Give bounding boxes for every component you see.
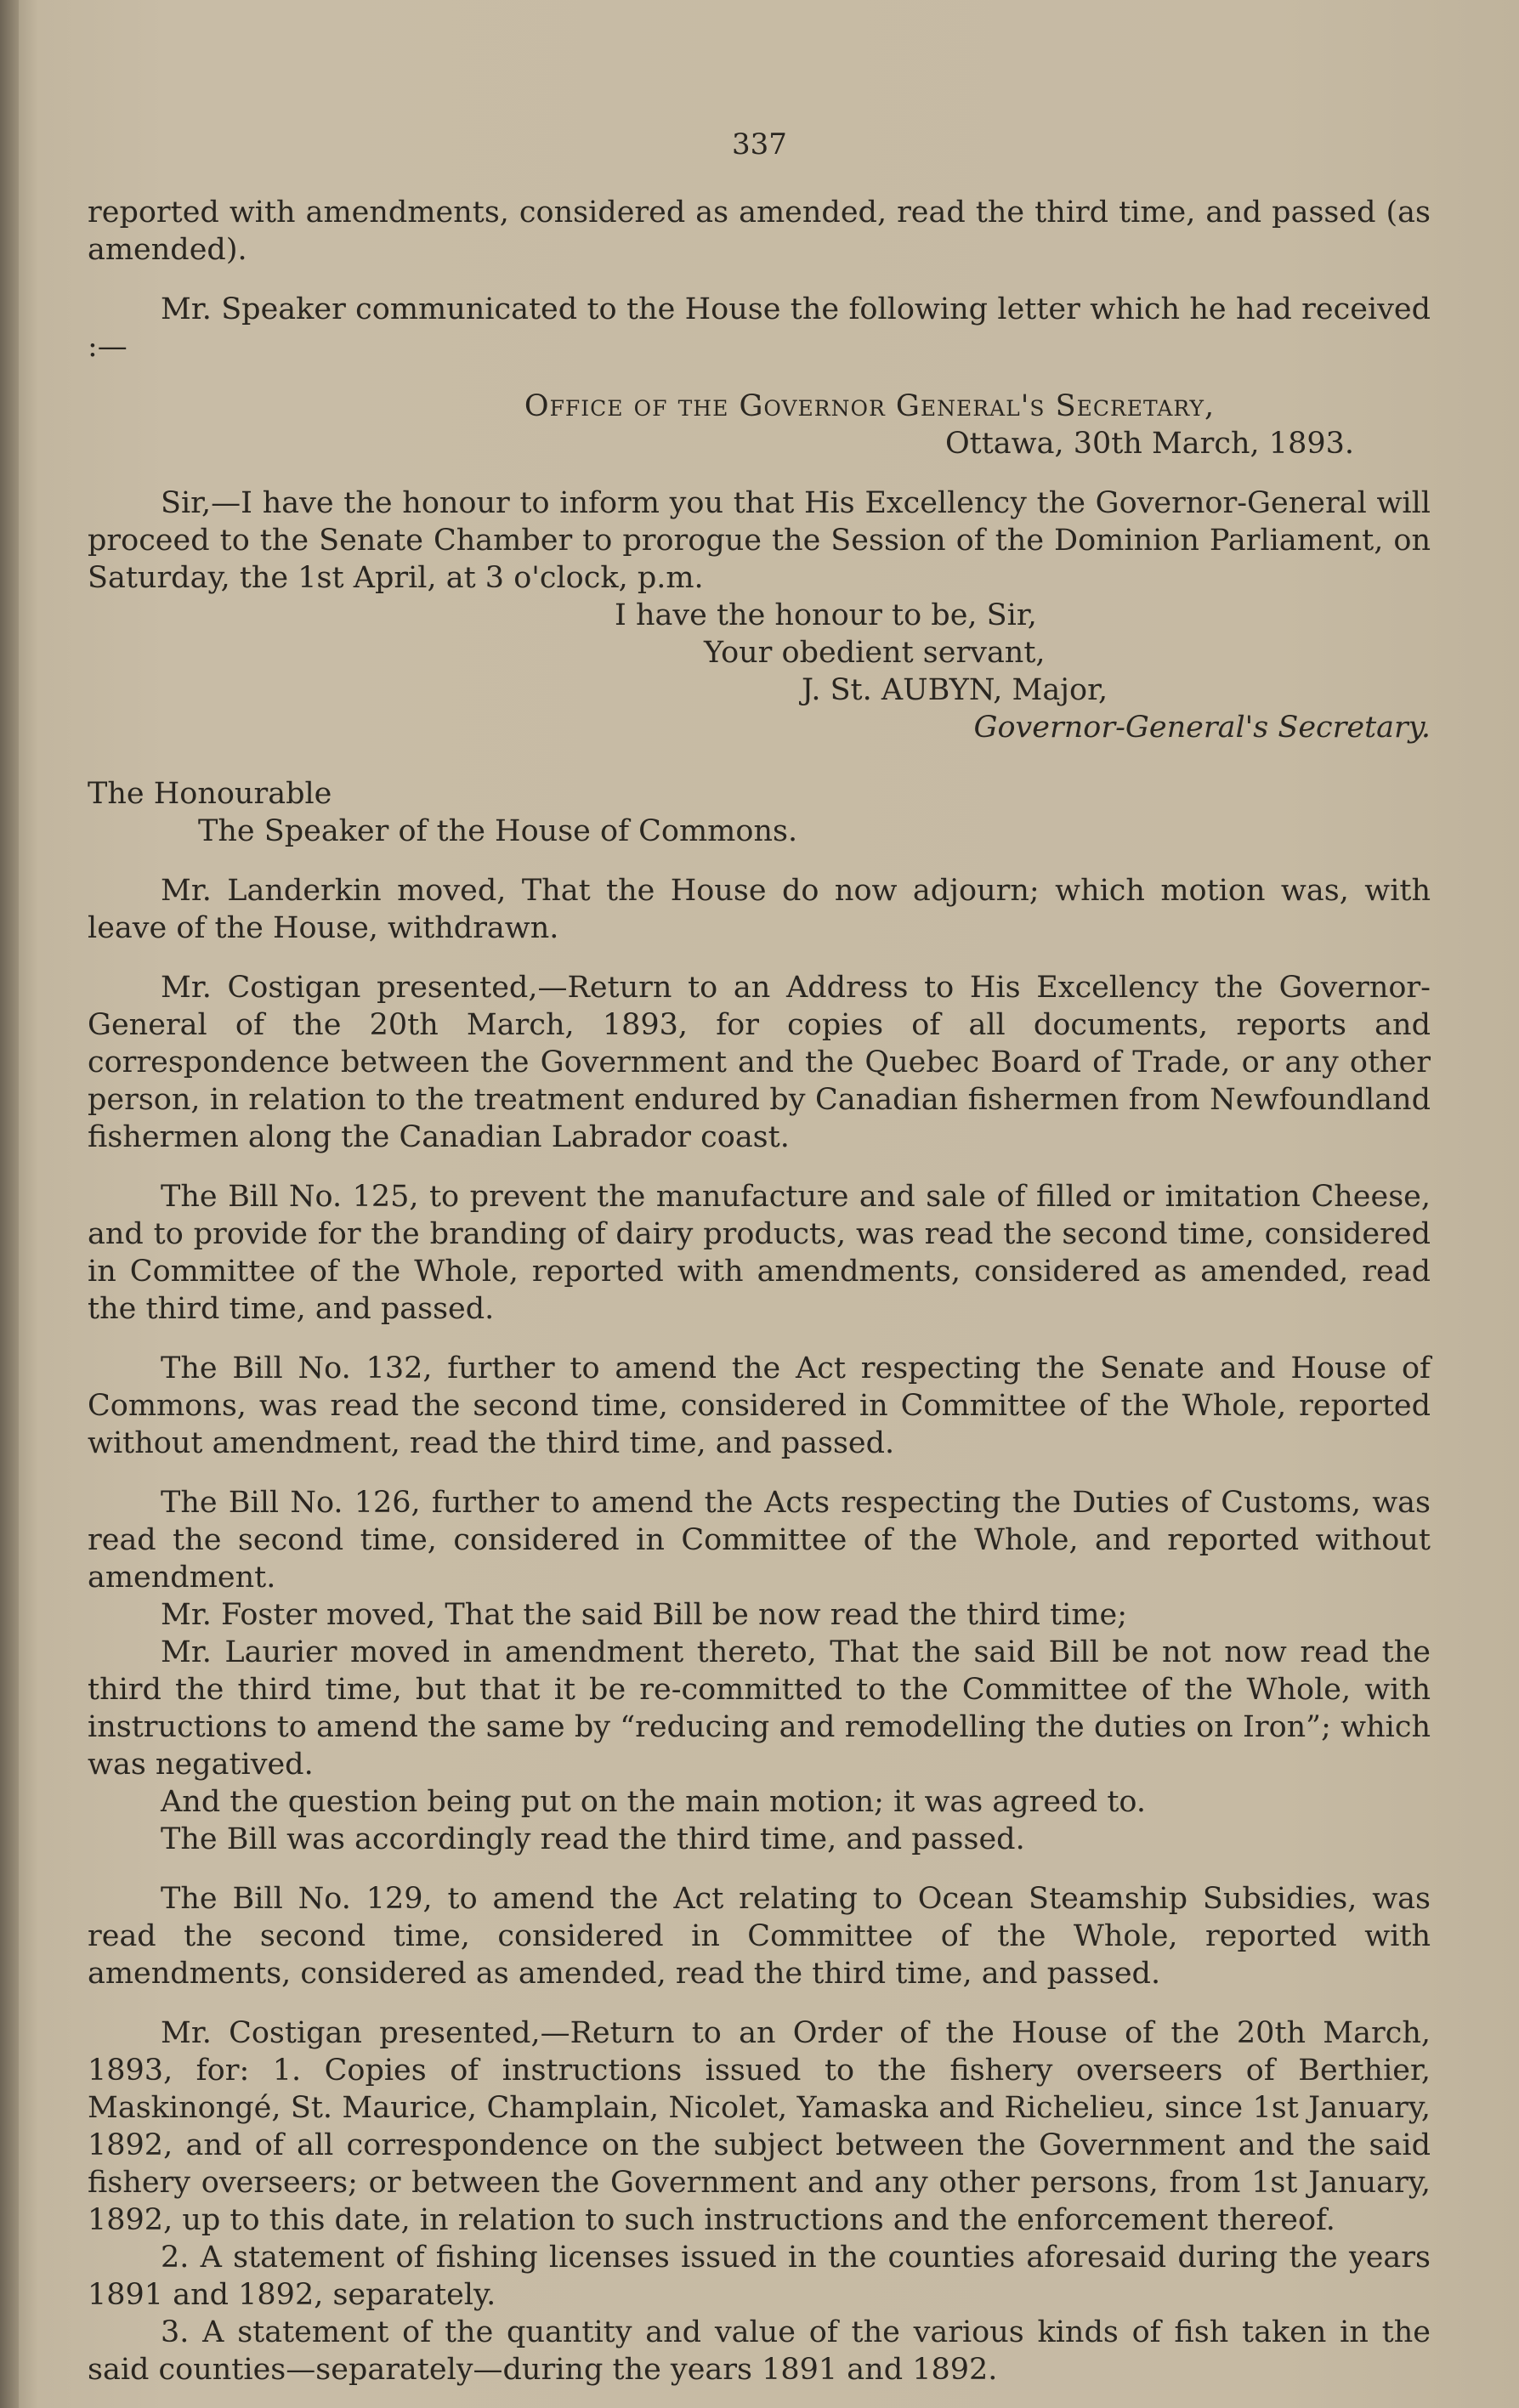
address-line-1: The Honourable [88, 777, 332, 811]
paragraph-speaker-communication: Mr. Speaker communicated to the House the following letter which he had received :— [88, 292, 1431, 364]
paragraph-item-2: 2. A statement of fishing licenses issued in the counties aforesaid during the years 1891 and 1892, separately. [88, 2241, 1431, 2312]
paragraph-costigan-return-1: Mr. Costigan presented,—Return to an Address to His Excellency the Governor-General of the 20th March, 1893, for copies of all documents, reports and correspondence between the Government and the Quebec Board of Trade, or any other person, in relation to the treatment endured by Canadian fishermen from Newfoundland fishermen along the Canadian Labrador coast. [88, 971, 1431, 1154]
letter-closing-servant: Your obedient servant, [704, 636, 1046, 670]
letter-place-date: Ottawa, 30th March, 1893. [944, 427, 1354, 461]
page-number: 337 [732, 127, 787, 161]
letter-signatory-title: Governor-General's Secretary. [973, 711, 1431, 745]
paragraph-bill-126: The Bill No. 126, further to amend the Acts respecting the Duties of Customs, was read the second time, considered in Committee of the Whole, and reported without amendment. [88, 1486, 1431, 1595]
paragraph-laurier-amendment: Mr. Laurier moved in amendment thereto, That the said Bill be not now read the third the third time, but that it be re-committed to the Committee of the Whole, with instructions to amend the same by “reducing and remodelling the duties on Iron”; which was negatived. [88, 1635, 1431, 1782]
book-spine-shadow [0, 0, 19, 2408]
letter-closing-line: I have the honour to be, Sir, [615, 598, 1037, 632]
paragraph-bill-132: The Bill No. 132, further to amend the Act respecting the Senate and House of Commons, was read the second time, considered in Committee of the Whole, reported without amendment, read the third time, and passed. [88, 1351, 1431, 1460]
paragraph-foster-motion: Mr. Foster moved, That the said Bill be now read the third time; [161, 1598, 1128, 1632]
paragraph-costigan-return-2: Mr. Costigan presented,—Return to an Order of the House of the 20th March, 1893, for: 1. Copies of instructions issued to the fishery overseers of Berthier, Maskinongé, St. Maurice, Champlain, Nicolet, Yamaska and Richelieu, since 1st January, 1892, and of all correspondence on the subject between the Government and the said fishery overseers; or between the Government and any other persons, from 1st January, 1892, up to this date, in relation to such instructions and the enforcement thereof. [88, 2016, 1431, 2237]
letter-heading: Office of the Governor General's Secretary, [524, 389, 1216, 423]
paragraph-bill-125: The Bill No. 125, to prevent the manufacture and sale of filled or imitation Cheese, and to provide for the branding of dairy products, was read the second time, considered in Committee of the Whole, reported with amendments, considered as amended, read the third time, and passed. [88, 1180, 1431, 1326]
paragraph-bill-129: The Bill No. 129, to amend the Act relating to Ocean Steamship Subsidies, was read the second time, considered in Committee of the Whole, reported with amendments, considered as amended, read the third time, and passed. [88, 1882, 1431, 1991]
paragraph-landerkin-motion: Mr. Landerkin moved, That the House do now adjourn; which motion was, with leave of the House, withdrawn. [88, 874, 1431, 945]
paragraph-bill-passed: The Bill was accordingly read the third time, and passed. [161, 1822, 1025, 1856]
letter-body: Sir,—I have the honour to inform you that His Excellency the Governor-General will proceed to the Senate Chamber to prorogue the Session of the Dominion Parliament, on Saturday, the 1st April, at 3 o'clock, p.m. [88, 486, 1431, 595]
paragraph-main-motion: And the question being put on the main motion; it was agreed to. [161, 1785, 1146, 1819]
paragraph-continuation: reported with amendments, considered as amended, read the third time, and passed (as amended). [88, 195, 1431, 267]
page-body [88, 194, 1431, 2388]
address-line-2: The Speaker of the House of Commons. [198, 814, 798, 848]
paragraph-item-3: 3. A statement of the quantity and value of the various kinds of fish taken in the said counties—separately—during the years 1891 and 1892. [88, 2315, 1431, 2387]
letter-signatory: J. St. AUBYN, Major, [802, 673, 1108, 707]
